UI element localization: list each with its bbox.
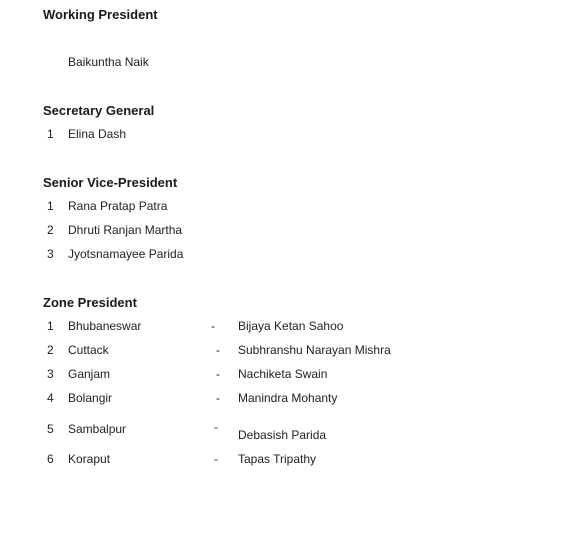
zone-president-name: Nachiketa Swain (238, 367, 328, 381)
zone-president-name: Manindra Mohanty (238, 391, 338, 405)
zone-president-name: Debasish Parida (238, 428, 327, 442)
zone-name: Bhubaneswar (68, 319, 142, 333)
zone-president-heading: Zone President (43, 295, 137, 310)
working-president-name: Baikuntha Naik (68, 55, 149, 69)
zone-number: 1 (47, 319, 54, 333)
secretary-general-number: 1 (47, 127, 54, 141)
svp-name: Rana Pratap Patra (68, 199, 168, 213)
zone-separator: - (216, 391, 220, 405)
working-president-heading: Working President (43, 7, 158, 22)
zone-number: 2 (47, 343, 54, 357)
zone-number: 5 (47, 422, 54, 436)
svp-name: Jyotsnamayee Parida (68, 247, 184, 261)
zone-name: Bolangir (68, 391, 113, 405)
senior-vice-president-heading: Senior Vice-President (43, 175, 178, 190)
zone-name: Ganjam (68, 367, 111, 381)
secretary-general-heading: Secretary General (43, 103, 155, 118)
zone-separator: - (216, 343, 220, 357)
zone-president-name: Subhranshu Narayan Mishra (238, 343, 391, 357)
svp-name: Dhruti Ranjan Martha (68, 223, 183, 237)
zone-number: 4 (47, 391, 54, 405)
zone-name: Cuttack (68, 343, 109, 357)
zone-president-name: Bijaya Ketan Sahoo (238, 319, 344, 333)
svp-number: 1 (47, 199, 54, 213)
zone-separator: - (214, 420, 218, 434)
zone-separator: - (216, 367, 220, 381)
zone-number: 3 (47, 367, 54, 381)
zone-name: Koraput (68, 452, 111, 466)
zone-separator: - (214, 452, 218, 466)
svp-number: 3 (47, 247, 54, 261)
zone-number: 6 (47, 452, 54, 466)
secretary-general-name: Elina Dash (68, 127, 127, 141)
zone-name: Sambalpur (68, 422, 127, 436)
svp-number: 2 (47, 223, 54, 237)
zone-separator: - (211, 319, 215, 333)
zone-president-name: Tapas Tripathy (238, 452, 317, 466)
